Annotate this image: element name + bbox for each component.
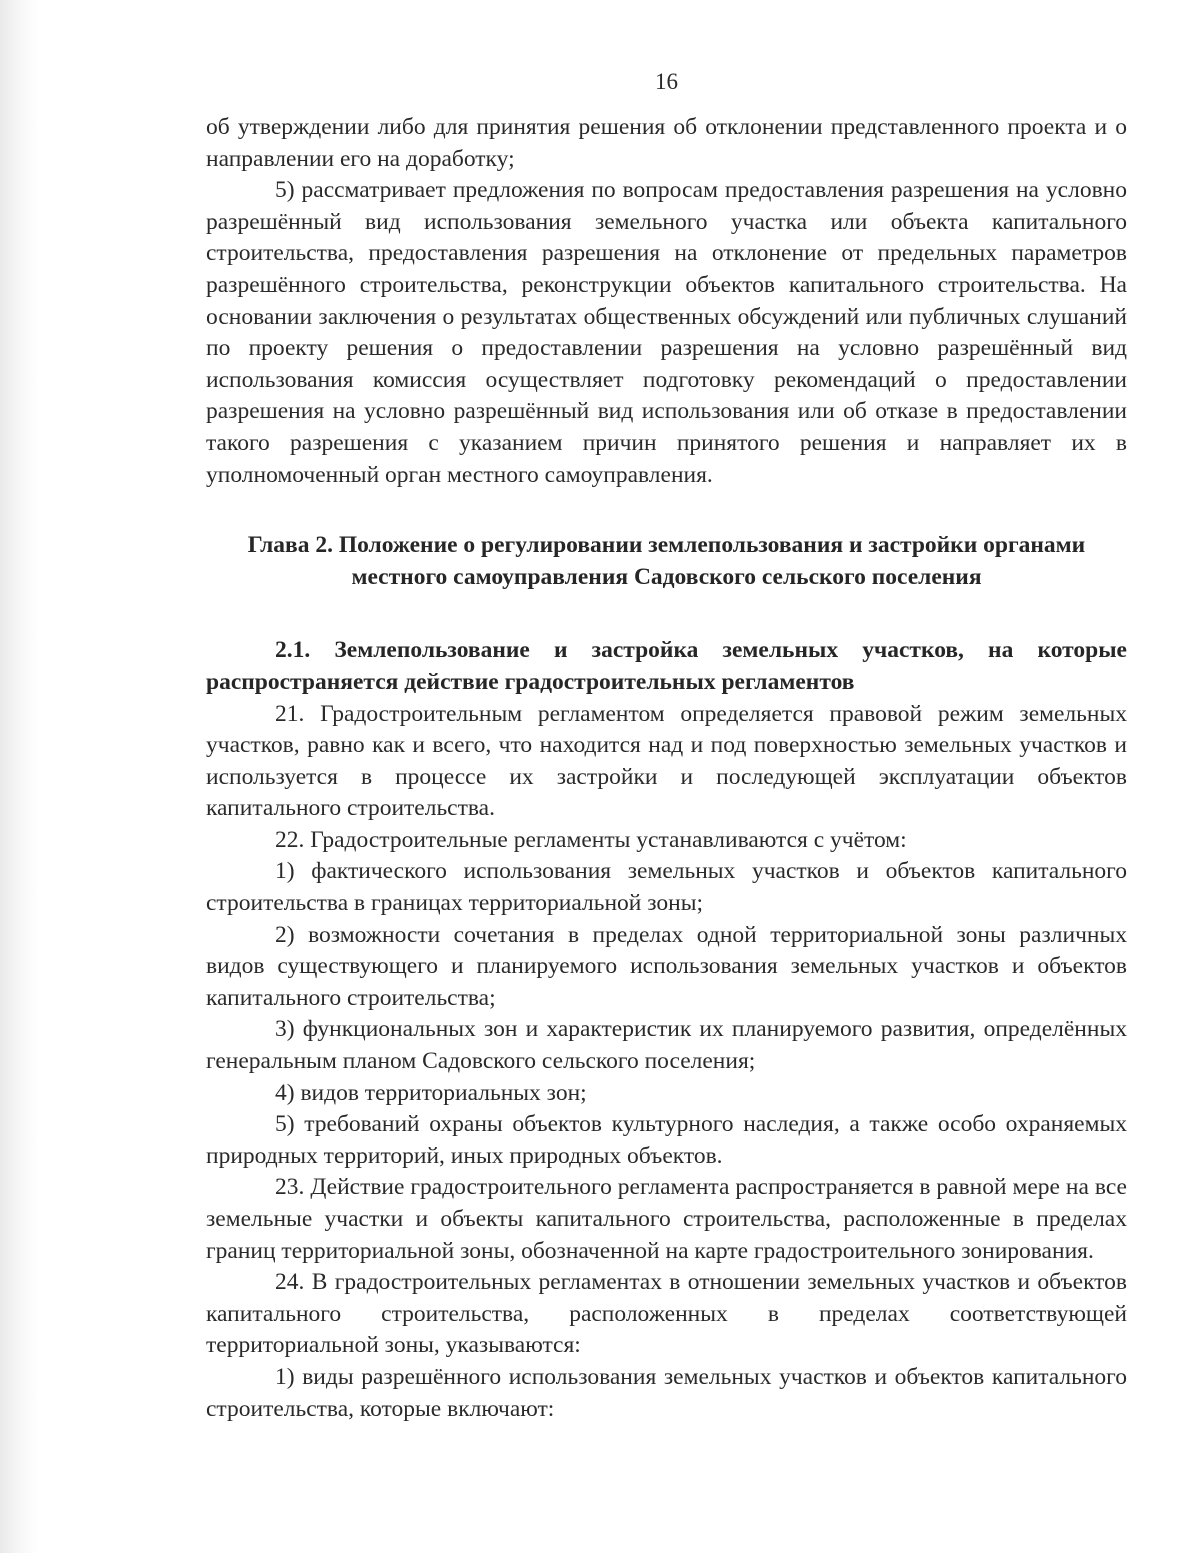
list-item-5-review-proposals: 5) рассматривает предложения по вопросам предоставления разрешения на условно разрешённый вид использования земельного участка или объекта капитального строительства, предоставления разрешения на отклонение от предельных параметров разрешённого строительства, реконструкции объектов капитального строительства. На основании заключения о результатах общественных обсуждений или публичных слушаний по проекту решения о предоставлении разрешения на условно разрешённый вид использования комиссия осуществляет подготовку рекомендаций о предоставлении разрешения на условно разрешённый вид использования или об отказе в предоставлении такого разрешения с указанием причин принятого решения и направляет их в уполномоченный орган местного самоуправления. xyxy=(206,177,1127,488)
document-body xyxy=(206,112,1127,1425)
section-title: 2.1. Землепользование и застройка земельных участков, на которые распространяется действие градостроительных регламентов xyxy=(206,637,1127,695)
chapter-title: Глава 2. Положение о регулировании землепользования и застройки органами местного самоуправления Садовского сельского поселения xyxy=(247,532,1086,590)
page-number: 16 xyxy=(655,69,678,94)
paragraph-24: 24. В градостроительных регламентах в отношении земельных участков и объектов капитального строительства, расположенных в пределах соответствующей территориальной зоны, указываются: xyxy=(206,1269,1127,1359)
list-item-22-3: 3) функциональных зон и характеристик их планируемого развития, определённых генеральным планом Садовского сельского поселения; xyxy=(206,1016,1127,1075)
list-item-22-1: 1) фактического использования земельных участков и объектов капитального строительства в границах территориальной зоны; xyxy=(206,858,1127,917)
paragraph-21: 21. Градостроительным регламентом определяется правовой режим земельных участков, равно как и всего, что находится над и под поверхностью земельных участков и используется в процессе их застройки и последующей эксплуатации объектов капитального строительства. xyxy=(206,700,1127,822)
scan-edge-shadow xyxy=(0,0,38,1553)
paragraph-23: 23. Действие градостроительного регламента распространяется в равной мере на все земельные участки и объекты капитального строительства, расположенные в пределах границ территориальной зоны, обозначенной на карте градостроительного зонирования. xyxy=(206,1174,1127,1264)
list-item-24-1: 1) виды разрешённого использования земельных участков и объектов капитального строительства, которые включают: xyxy=(206,1363,1127,1422)
list-item-22-5: 5) требований охраны объектов культурного наследия, а также особо охраняемых природных территорий, иных природных объектов. xyxy=(206,1111,1127,1169)
paragraph-22: 22. Градостроительные регламенты устанавливаются с учётом: xyxy=(275,826,907,853)
list-item-22-2: 2) возможности сочетания в пределах одной территориальной зоны различных видов существующего и планируемого использования земельных участков и объектов капитального строительства; xyxy=(206,921,1127,1011)
paragraph-continuation: об утверждении либо для принятия решения об отклонении представленного проекта и о направлении его на доработку; xyxy=(206,114,1127,172)
list-item-22-4: 4) видов территориальных зон; xyxy=(275,1079,587,1106)
